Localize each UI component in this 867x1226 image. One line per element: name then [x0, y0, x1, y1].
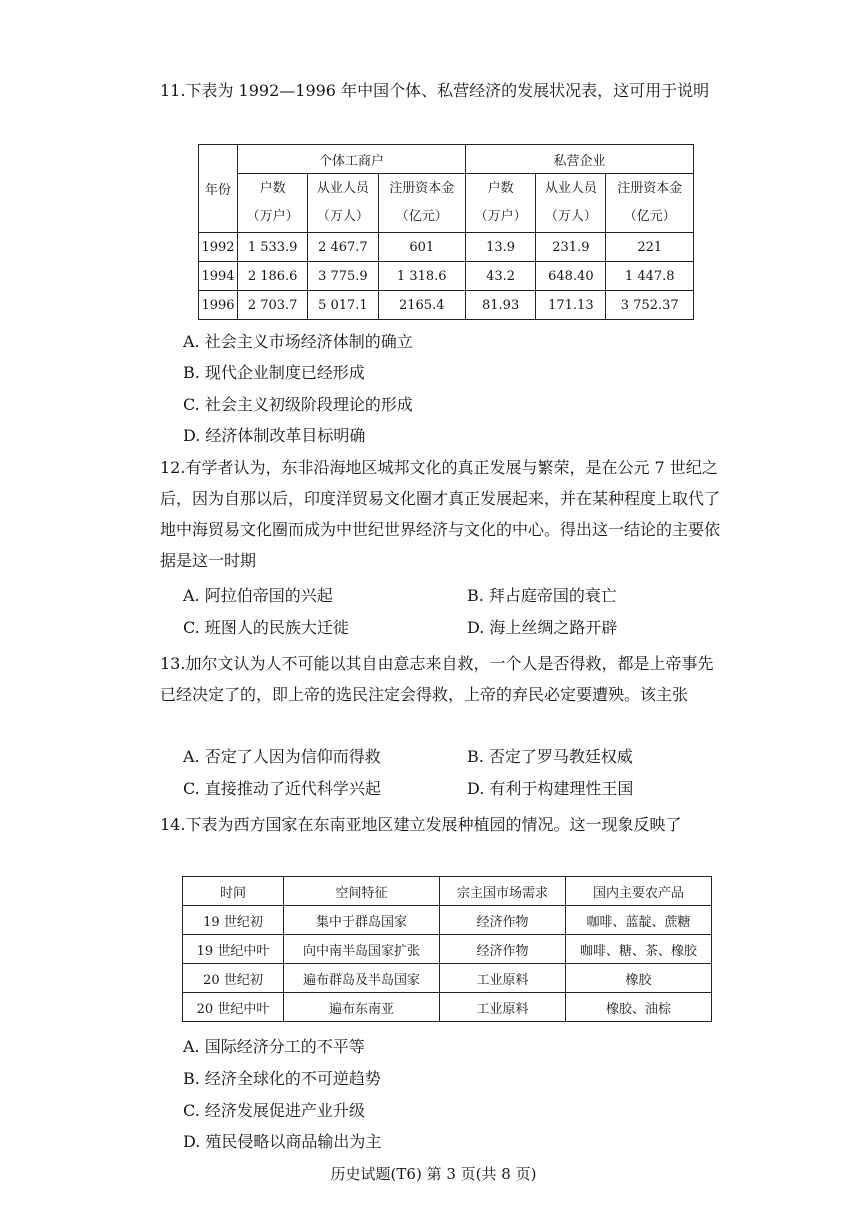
table-cell: 橡胶、油棕: [566, 993, 712, 1022]
table-subheader: 从业人员 （万人）: [308, 174, 378, 233]
table-row: [199, 291, 694, 320]
table-cell: 向中南半岛国家扩张: [284, 935, 440, 964]
q11-option-b[interactable]: B. 现代企业制度已经形成: [183, 363, 365, 382]
q14-option-c[interactable]: C. 经济发展促进产业升级: [183, 1101, 365, 1120]
question-number: 12.: [160, 458, 186, 477]
table-cell: 经济作物: [440, 906, 566, 935]
table-cell: 3 775.9: [308, 262, 378, 291]
table-header: 国内主要农产品: [566, 877, 712, 906]
q11-option-d[interactable]: D. 经济体制改革目标明确: [183, 426, 366, 445]
table-cell: 遍布群岛及半岛国家: [284, 964, 440, 993]
question-stem: 下表为西方国家在东南亚地区建立发展种植园的情况。这一现象反映了: [185, 815, 682, 834]
table-cell: 1 447.8: [606, 262, 694, 291]
table-cell: 1994: [199, 262, 238, 291]
q13-option-a[interactable]: A. 否定了人因为信仰而得救: [183, 747, 381, 766]
table-cell: 3 752.37: [606, 291, 694, 320]
q14-option-b[interactable]: B. 经济全球化的不可逆趋势: [183, 1069, 381, 1088]
table-cell: 43.2: [465, 262, 535, 291]
table-header-group: 个体工商户: [238, 145, 466, 174]
table-cell: 1 533.9: [238, 233, 308, 262]
table-cell: 集中于群岛国家: [284, 906, 440, 935]
table-header: 宗主国市场需求: [440, 877, 566, 906]
table-cell: 221: [606, 233, 694, 262]
table-cell: 648.40: [536, 262, 606, 291]
table-cell: 13.9: [465, 233, 535, 262]
q12-option-b[interactable]: B. 拜占庭帝国的衰亡: [467, 586, 617, 605]
table-row: [199, 262, 694, 291]
question-number: 11.: [160, 81, 186, 100]
table-cell: 1996: [199, 291, 238, 320]
table-cell: 231.9: [536, 233, 606, 262]
q12-option-d[interactable]: D. 海上丝绸之路开辟: [467, 618, 618, 637]
table-header-group: 私营企业: [465, 145, 693, 174]
table-cell: 20 世纪中叶: [183, 993, 284, 1022]
table-header: 时间: [183, 877, 284, 906]
table-cell: 2 467.7: [308, 233, 378, 262]
q14-data-table: [182, 876, 712, 1022]
table-cell: 遍布东南亚: [284, 993, 440, 1022]
q13-option-b[interactable]: B. 否定了罗马教廷权威: [467, 747, 633, 766]
table-cell: 19 世纪初: [183, 906, 284, 935]
table-header: 空间特征: [284, 877, 440, 906]
table-header-year: 年份: [199, 145, 238, 233]
q14-option-a[interactable]: A. 国际经济分工的不平等: [183, 1037, 365, 1056]
table-row: [183, 935, 712, 964]
table-cell: 工业原料: [440, 993, 566, 1022]
table-row: [183, 906, 712, 935]
question-stem: 加尔文认为人不可能以其自由意志来自救，一个人是否得救，都是上帝事先已经决定了的，即上帝的选民注定会得救，上帝的弃民必定要遭殃。该主张: [160, 654, 714, 704]
table-row: [183, 964, 712, 993]
q11-option-c[interactable]: C. 社会主义初级阶段理论的形成: [183, 395, 413, 414]
question-stem: 下表为 1992—1996 年中国个体、私营经济的发展状况表，这可用于说明: [185, 81, 710, 100]
q14-option-d[interactable]: D. 殖民侵略以商品输出为主: [183, 1132, 382, 1151]
table-cell: 171.13: [536, 291, 606, 320]
table-subheader: 注册资本金 （亿元）: [378, 174, 465, 233]
q11-data-table: [198, 144, 694, 320]
question-12: [160, 452, 720, 576]
question-14: [160, 809, 720, 840]
q11-option-a[interactable]: A. 社会主义市场经济体制的确立: [183, 332, 413, 351]
table-cell: 经济作物: [440, 935, 566, 964]
question-number: 13.: [160, 654, 186, 673]
table-row: [183, 993, 712, 1022]
question-number: 14.: [160, 815, 186, 834]
table-subheader: 注册资本金 （亿元）: [606, 174, 694, 233]
table-cell: 1 318.6: [378, 262, 465, 291]
table-cell: 5 017.1: [308, 291, 378, 320]
question-13: [160, 648, 720, 710]
table-cell: 橡胶: [566, 964, 712, 993]
table-cell: 20 世纪初: [183, 964, 284, 993]
q12-option-a[interactable]: A. 阿拉伯帝国的兴起: [183, 586, 333, 605]
table-cell: 咖啡、蓝靛、蔗糖: [566, 906, 712, 935]
table-cell: 咖啡、糖、茶、橡胶: [566, 935, 712, 964]
q13-option-d[interactable]: D. 有利于构建理性王国: [467, 779, 634, 798]
table-subheader: 户数 （万户）: [465, 174, 535, 233]
table-cell: 601: [378, 233, 465, 262]
question-11: [160, 75, 720, 106]
table-cell: 19 世纪中叶: [183, 935, 284, 964]
table-subheader: 户数 （万户）: [238, 174, 308, 233]
table-cell: 工业原料: [440, 964, 566, 993]
page-footer: 历史试题(T6) 第 3 页(共 8 页): [330, 1165, 537, 1183]
question-stem: 有学者认为，东非沿海地区城邦文化的真正发展与繁荣，是在公元 7 世纪之后，因为自那以后，印度洋贸易文化圈才真正发展起来，并在某种程度上取代了地中海贸易文化圈而成为中世纪世界经济与文化的中心。得出这一结论的主要依据是这一时期: [160, 458, 721, 570]
q12-option-c[interactable]: C. 班图人的民族大迁徙: [183, 618, 349, 637]
table-cell: 2 703.7: [238, 291, 308, 320]
table-cell: 2 186.6: [238, 262, 308, 291]
table-cell: 1992: [199, 233, 238, 262]
table-cell: 2165.4: [378, 291, 465, 320]
q13-option-c[interactable]: C. 直接推动了近代科学兴起: [183, 779, 381, 798]
table-cell: 81.93: [465, 291, 535, 320]
table-row: [199, 233, 694, 262]
table-subheader: 从业人员 （万人）: [536, 174, 606, 233]
